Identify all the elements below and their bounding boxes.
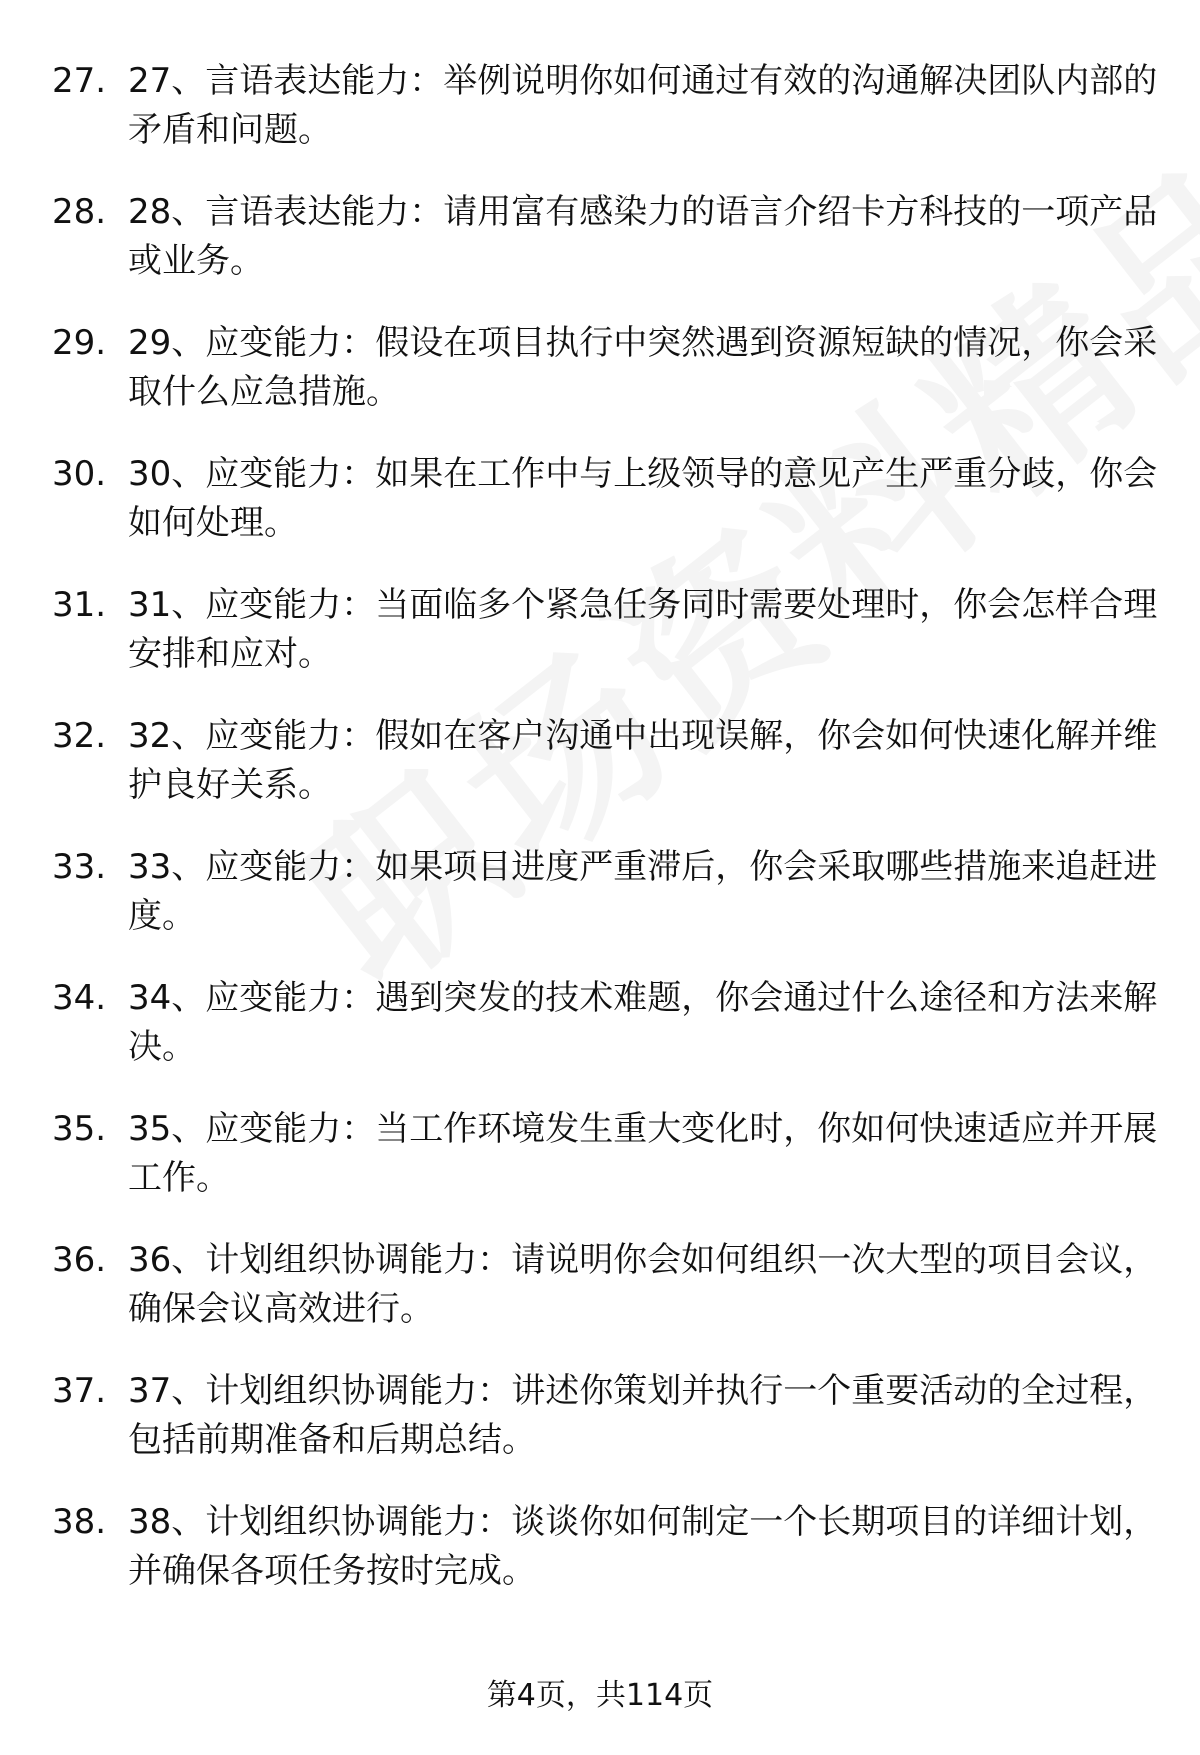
question-number: 27. (52, 61, 107, 101)
list-item (52, 319, 1162, 417)
question-text: 29、应变能力：假设在项目执行中突然遇到资源短缺的情况，你会采取什么应急措施。 (128, 323, 1158, 412)
list-item (52, 188, 1162, 286)
question-number: 35. (52, 1109, 107, 1149)
question-text: 30、应变能力：如果在工作中与上级领导的意见产生严重分歧，你会如何处理。 (128, 454, 1158, 543)
question-text: 33、应变能力：如果项目进度严重滞后，你会采取哪些措施来追赶进度。 (128, 847, 1158, 936)
list-item (52, 712, 1162, 810)
list-item (52, 450, 1162, 548)
question-text: 32、应变能力：假如在客户沟通中出现误解，你会如何快速化解并维护良好关系。 (128, 716, 1158, 805)
question-number: 38. (52, 1502, 107, 1542)
question-text: 34、应变能力：遇到突发的技术难题，你会通过什么途径和方法来解决。 (128, 978, 1158, 1067)
question-number: 31. (52, 585, 107, 625)
question-number: 29. (52, 323, 107, 363)
question-text: 28、言语表达能力：请用富有感染力的语言介绍卡方科技的一项产品或业务。 (128, 192, 1158, 281)
question-number: 36. (52, 1240, 107, 1280)
list-item (52, 843, 1162, 941)
list-item (52, 57, 1162, 155)
question-number: 34. (52, 978, 107, 1018)
list-item (52, 1498, 1162, 1596)
list-item (52, 1236, 1162, 1334)
question-text: 38、计划组织协调能力：谈谈你如何制定一个长期项目的详细计划，并确保各项任务按时完成。 (128, 1502, 1158, 1591)
question-number: 32. (52, 716, 107, 756)
list-item (52, 974, 1162, 1072)
question-list (52, 57, 1162, 1629)
question-text: 37、计划组织协调能力：讲述你策划并执行一个重要活动的全过程，包括前期准备和后期总结。 (128, 1371, 1158, 1460)
question-text: 27、言语表达能力：举例说明你如何通过有效的沟通解决团队内部的矛盾和问题。 (128, 61, 1158, 150)
question-text: 36、计划组织协调能力：请说明你会如何组织一次大型的项目会议，确保会议高效进行。 (128, 1240, 1158, 1329)
question-number: 30. (52, 454, 107, 494)
question-text: 35、应变能力：当工作环境发生重大变化时，你如何快速适应并开展工作。 (128, 1109, 1158, 1198)
list-item (52, 1105, 1162, 1203)
question-number: 33. (52, 847, 107, 887)
page-footer: 第4页，共114页 (486, 1678, 714, 1713)
list-item (52, 1367, 1162, 1465)
question-number: 28. (52, 192, 107, 232)
question-number: 37. (52, 1371, 107, 1411)
list-item (52, 581, 1162, 679)
question-text: 31、应变能力：当面临多个紧急任务同时需要处理时，你会怎样合理安排和应对。 (128, 585, 1158, 674)
